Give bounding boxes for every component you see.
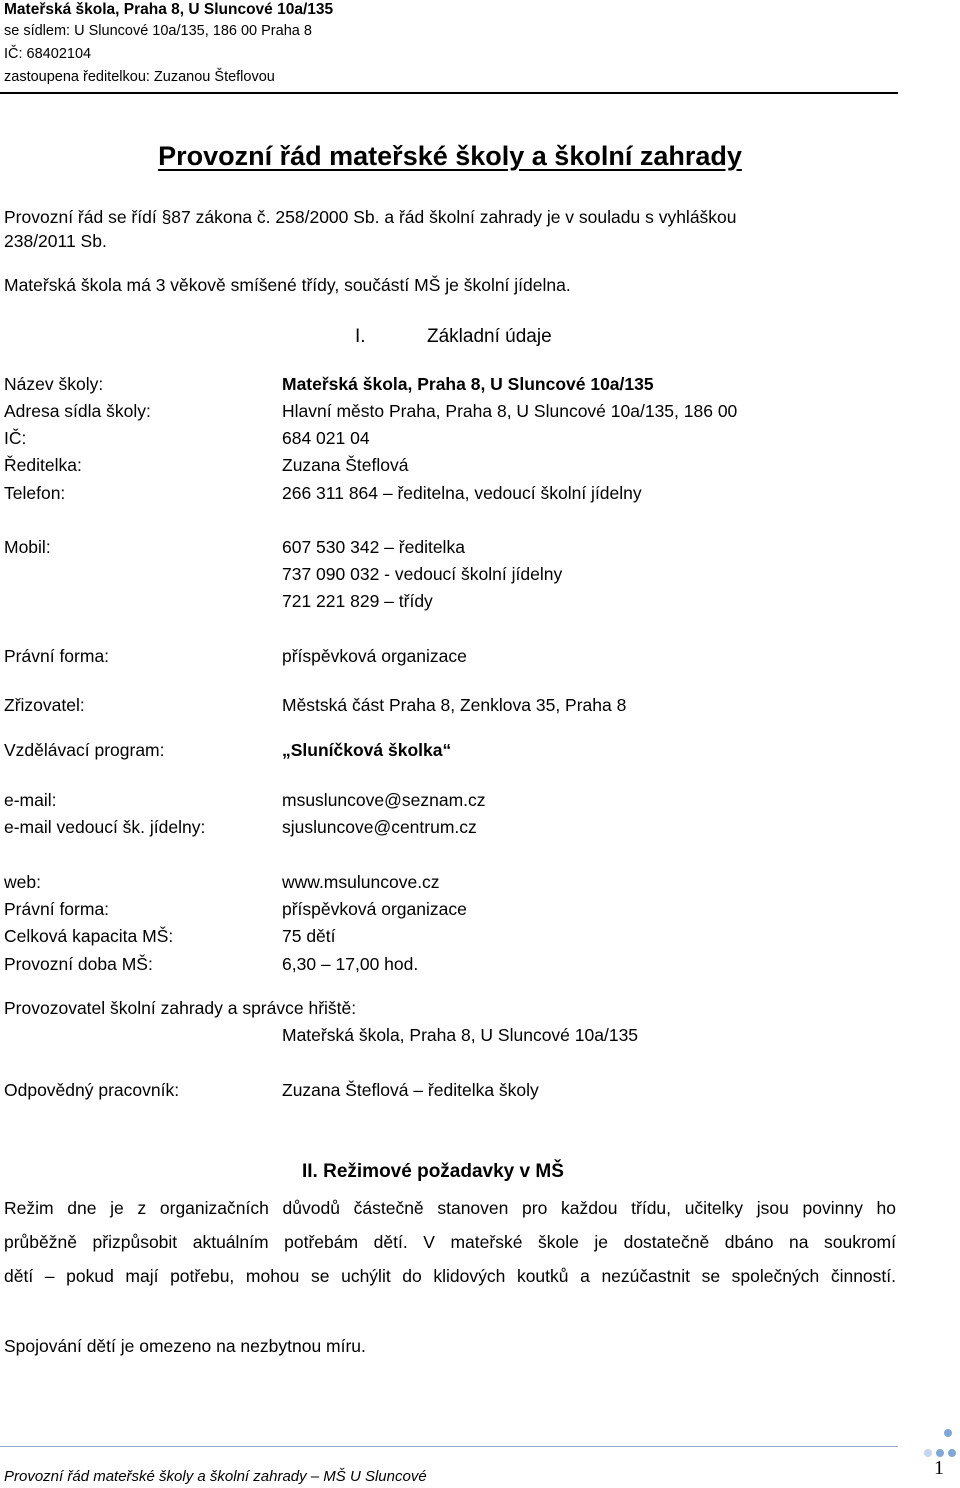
email-value: msusluncove@seznam.cz <box>282 790 486 810</box>
section-2-para-2: Spojování dětí je omezeno na nezbytnou míru. <box>4 1336 366 1356</box>
section-1-title: Základní údaje <box>427 326 552 347</box>
mobile-value-1: 607 530 342 – ředitelka <box>282 537 465 557</box>
footer-divider <box>0 1446 898 1447</box>
ornament-dot-icon <box>936 1449 944 1457</box>
ornament-dot-icon <box>944 1429 952 1437</box>
hours-label: Provozní doba MŠ: <box>4 954 153 974</box>
header-seat: se sídlem: U Sluncové 10a/135, 186 00 Praha 8 <box>4 23 312 39</box>
responsible-value: Zuzana Šteflová – ředitelka školy <box>282 1080 539 1100</box>
section-2-para-line-1: Režim dne je z organizačních důvodů částečně stanoven pro každou třídu, učitelky jsou povinny ho <box>4 1198 896 1218</box>
mobile-value-3: 721 221 829 – třídy <box>282 591 433 611</box>
legal-form-value: příspěvková organizace <box>282 646 467 666</box>
legal-form-label: Právní forma: <box>4 646 110 666</box>
section-2-para-line-2: průběžně přizpůsobit aktuálním potřebám dětí. V mateřské škole je dostatečně dbáno na soukromí <box>4 1232 896 1252</box>
director-value: Zuzana Šteflová <box>282 455 409 475</box>
web-label: web: <box>4 872 41 892</box>
header-ic: IČ: 68402104 <box>4 46 92 62</box>
ornament-dot-icon <box>924 1449 932 1457</box>
legal-form-2-value: příspěvková organizace <box>282 899 467 919</box>
address-value: Hlavní město Praha, Praha 8, U Sluncové 10a/135, 186 00 <box>282 401 738 421</box>
responsible-label: Odpovědný pracovník: <box>4 1080 180 1100</box>
section-2-title <box>302 1161 564 1183</box>
capacity-value: 75 dětí <box>282 926 336 946</box>
intro-line-3: Mateřská škola má 3 věkově smíšené třídy, součástí MŠ je školní jídelna. <box>4 275 571 295</box>
document-title: Provozní řád mateřské školy a školní zahrady <box>158 141 742 171</box>
program-value: „Sluníčková školka“ <box>282 740 452 760</box>
name-label: Název školy: <box>4 374 104 394</box>
phone-label: Telefon: <box>4 483 66 503</box>
director-label: Ředitelka: <box>4 455 82 475</box>
section-2-title-text: II. Režimové požadavky v MŠ <box>302 1161 564 1182</box>
ornament-dot-icon <box>948 1449 956 1457</box>
email-canteen-value: sjusluncove@centrum.cz <box>282 817 477 837</box>
founder-value: Městská část Praha 8, Zenklova 35, Praha 8 <box>282 695 627 715</box>
footer-text: Provozní řád mateřské školy a školní zahrady – MŠ U Sluncové <box>4 1468 427 1485</box>
ic-label: IČ: <box>4 428 27 448</box>
operator-label: Provozovatel školní zahrady a správce hřiště: <box>4 998 357 1018</box>
program-label: Vzdělávací program: <box>4 740 165 760</box>
mobile-label: Mobil: <box>4 537 51 557</box>
ic-value: 684 021 04 <box>282 428 370 448</box>
phone-value: 266 311 864 – ředitelna, vedoucí školní jídelny <box>282 483 642 503</box>
capacity-label: Celková kapacita MŠ: <box>4 926 174 946</box>
intro-line-1: Provozní řád se řídí §87 zákona č. 258/2000 Sb. a řád školní zahrady je v souladu s vyhláškou <box>4 207 737 227</box>
header-represented: zastoupena ředitelkou: Zuzanou Šteflovou <box>4 69 275 85</box>
email-canteen-label: e-mail vedoucí šk. jídelny: <box>4 817 206 837</box>
section-1-number: I. <box>355 326 366 347</box>
email-label: e-mail: <box>4 790 57 810</box>
page-number: 1 <box>934 1457 944 1479</box>
section-2-para-line-3: dětí – pokud mají potřebu, mohou se uchýlit do klidových koutků a nezúčastnit se společných činností. <box>4 1266 896 1286</box>
address-label: Adresa sídla školy: <box>4 401 151 421</box>
header-divider <box>0 92 898 94</box>
header-school-name: Mateřská škola, Praha 8, U Sluncové 10a/135 <box>4 1 334 18</box>
name-value: Mateřská škola, Praha 8, U Sluncové 10a/135 <box>282 374 654 394</box>
hours-value: 6,30 – 17,00 hod. <box>282 954 419 974</box>
legal-form-2-label: Právní forma: <box>4 899 110 919</box>
mobile-value-2: 737 090 032 - vedoucí školní jídelny <box>282 564 563 584</box>
operator-value: Mateřská škola, Praha 8, U Sluncové 10a/135 <box>282 1025 639 1045</box>
web-value: www.msuluncove.cz <box>282 872 440 892</box>
intro-line-2: 238/2011 Sb. <box>4 231 107 251</box>
founder-label: Zřizovatel: <box>4 695 85 715</box>
